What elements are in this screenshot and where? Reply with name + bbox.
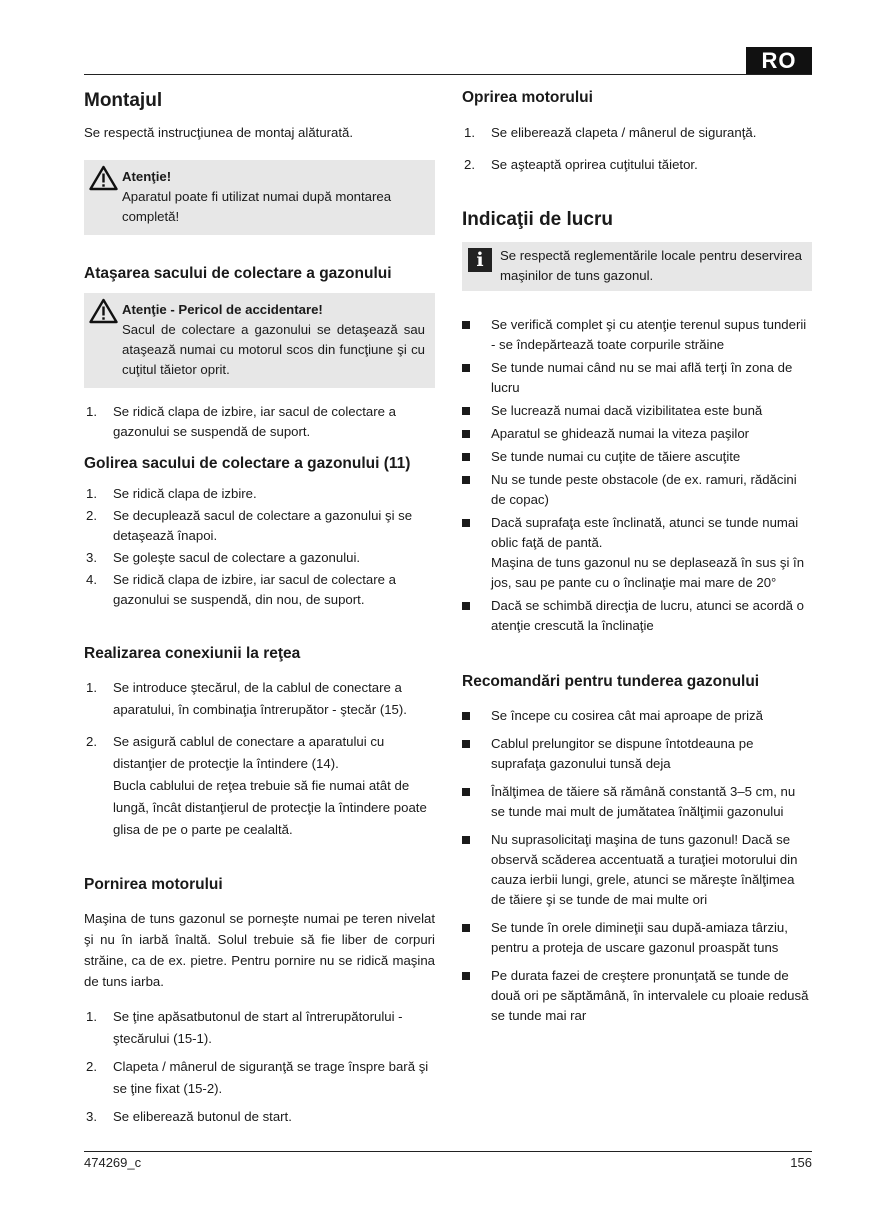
conexiune-steps <box>84 677 435 841</box>
info-box <box>462 242 812 291</box>
section-title-golire: Golirea sacului de colectare a gazonului (11) <box>84 455 411 473</box>
recomandari-list <box>462 706 812 1026</box>
left-column <box>84 86 435 1128</box>
golire-steps <box>84 484 435 610</box>
warning-title: Atenţie - Pericol de accidentare! <box>122 302 323 318</box>
list-item: Se verifică complet şi cu atenţie terenul supus tunderii - se îndepărtează toate corpurile străine <box>462 315 812 355</box>
list-item: Înălţimea de tăiere să rămână constantă 3–5 cm, nu se tunde mai mult de jumătatea înălţimii gazonului <box>462 782 812 822</box>
list-item: 1. Se eliberează clapeta / mânerul de siguranţă. <box>464 125 757 141</box>
warning-title: Atenţie! <box>122 168 172 184</box>
pornire-intro: Maşina de tuns gazonul se porneşte numai pe teren nivelat şi nu în iarbă înaltă. Solul trebuie să fie liber de corpuri străine, ca de ex. pietre. Pentru pornire nu se ridică maşina de tuns iarba. <box>84 911 435 990</box>
list-item: 1. Se ridică clapa de izbire, iar sacul de colectare a gazonului se suspendă de suport. <box>86 404 396 440</box>
info-text: Se respectă reglementările locale pentru deservirea maşinilor de tuns gazonul. <box>500 248 803 284</box>
list-item: Pe durata fazei de creştere pronunţată se tunde de două ori pe săptămână, în intervalele cu ploaie redusă se tunde mai rar <box>462 966 812 1026</box>
warning-text: Sacul de colectare a gazonului se detaşează sau ataşează numai cu motorul scos din funcţiune şi cu cuţitul tăietor oprit. <box>122 322 425 378</box>
list-item: 1. Se ţine apăsatbutonul de start al întrerupătorului - ştecărului (15-1). <box>86 1009 403 1047</box>
list-item: Aparatul se ghidează numai la viteza paşilor <box>462 424 812 444</box>
language-badge: RO <box>746 47 812 75</box>
list-item: Nu se tunde peste obstacole (de ex. ramuri, rădăcini de copac) <box>462 470 812 510</box>
warning-box <box>84 293 435 388</box>
section-title-oprire: Oprirea motorului <box>462 89 593 106</box>
section-title-recomandari: Recomandări pentru tunderea gazonului <box>462 673 760 691</box>
list-item: 3. Se goleşte sacul de colectare a gazonului. <box>86 549 361 565</box>
warning-triangle-icon <box>89 165 118 191</box>
page-number: 156 <box>790 1155 812 1170</box>
document-id: 474269_c <box>84 1155 142 1170</box>
list-item: Se tunde numai cu cuţite de tăiere ascuţite <box>462 447 812 467</box>
top-divider <box>84 74 812 75</box>
list-item: Cablul prelungitor se dispune întotdeauna pe suprafaţa gazonului tunsă deja <box>462 734 812 774</box>
list-item: 4. Se ridică clapa de izbire, iar sacul de colectare a gazonului se suspendă, din nou, de suport. <box>86 571 396 607</box>
warning-box <box>84 160 435 235</box>
section-title-conexiune: Realizarea conexiunii la reţea <box>84 644 301 662</box>
list-item: Dacă suprafaţa este înclinată, atunci se tunde numai oblic faţă de pantă. Maşina de tuns gazonul nu se deplasează în sus şi în jos, sau pe pante cu o înclinaţie mai mare de 20° <box>462 513 812 593</box>
warning-text: Aparatul poate fi utilizat numai după montarea completă! <box>122 188 392 224</box>
bottom-divider <box>84 1151 812 1152</box>
list-item: Nu suprasolicitaţi maşina de tuns gazonul! Dacă se observă scăderea accentuată a turaţiei motorului din cauza ierbii lungi, grele, atunci se măreşte înălţimea de tăiere şi se tunde de mai multe ori <box>462 830 812 910</box>
section-title-pornire: Pornirea motorului <box>84 875 223 893</box>
list-item: Se lucrează numai dacă vizibilitatea este bună <box>462 401 812 421</box>
list-item: Se tunde în orele dimineţii sau după-amiaza târziu, pentru a proteja de uscare gazonul proaspăt tuns <box>462 918 812 958</box>
list-item: 2. Se aşteaptă oprirea cuţitului tăietor. <box>464 157 698 173</box>
list-item: Dacă se schimbă direcţia de lucru, atunci se acordă o atenţie crescută la înclinaţie <box>462 596 812 636</box>
list-item: 2. Clapeta / mânerul de siguranţă se trage înspre bară şi se ţine fixat (15-2). <box>86 1059 429 1097</box>
list-item: 3. Se eliberează butonul de start. <box>86 1109 292 1125</box>
warning-triangle-icon <box>89 298 118 324</box>
indicatii-list <box>462 315 812 636</box>
montaj-intro: Se respectă instrucţiunea de montaj alăturată. <box>84 124 354 140</box>
list-item: 2. Se decuplează sacul de colectare a gazonului şi se detaşează înapoi. <box>86 507 413 543</box>
list-item: Se tunde numai când nu se mai află terţi în zona de lucru <box>462 358 812 398</box>
atasare-steps <box>84 402 435 442</box>
right-column <box>462 86 812 1029</box>
section-title-indicatii: Indicaţii de lucru <box>462 209 613 231</box>
pornire-steps <box>84 1006 435 1128</box>
list-item: Se începe cu cosirea cât mai aproape de priză <box>462 706 812 726</box>
oprire-steps <box>462 123 812 175</box>
section-title-montaj: Montajul <box>84 90 163 111</box>
list-item: 2. Se asigură cablul de conectare a aparatului cu distanţier de protecţie la întindere (14). Bucla cablului de reţea trebuie să fie numai atât de lungă, încât distanţierul de protecţie la întindere poate glisa de pe o parte pe cealaltă. <box>86 733 427 837</box>
list-item: 1. Se ridică clapa de izbire. <box>86 485 257 501</box>
info-icon: i <box>468 248 492 272</box>
section-title-atasare: Ataşarea sacului de colectare a gazonului <box>84 264 392 282</box>
list-item: 1. Se introduce ştecărul, de la cablul de conectare a aparatului, în combinaţia întrerupător - ştecăr (15). <box>86 679 407 717</box>
